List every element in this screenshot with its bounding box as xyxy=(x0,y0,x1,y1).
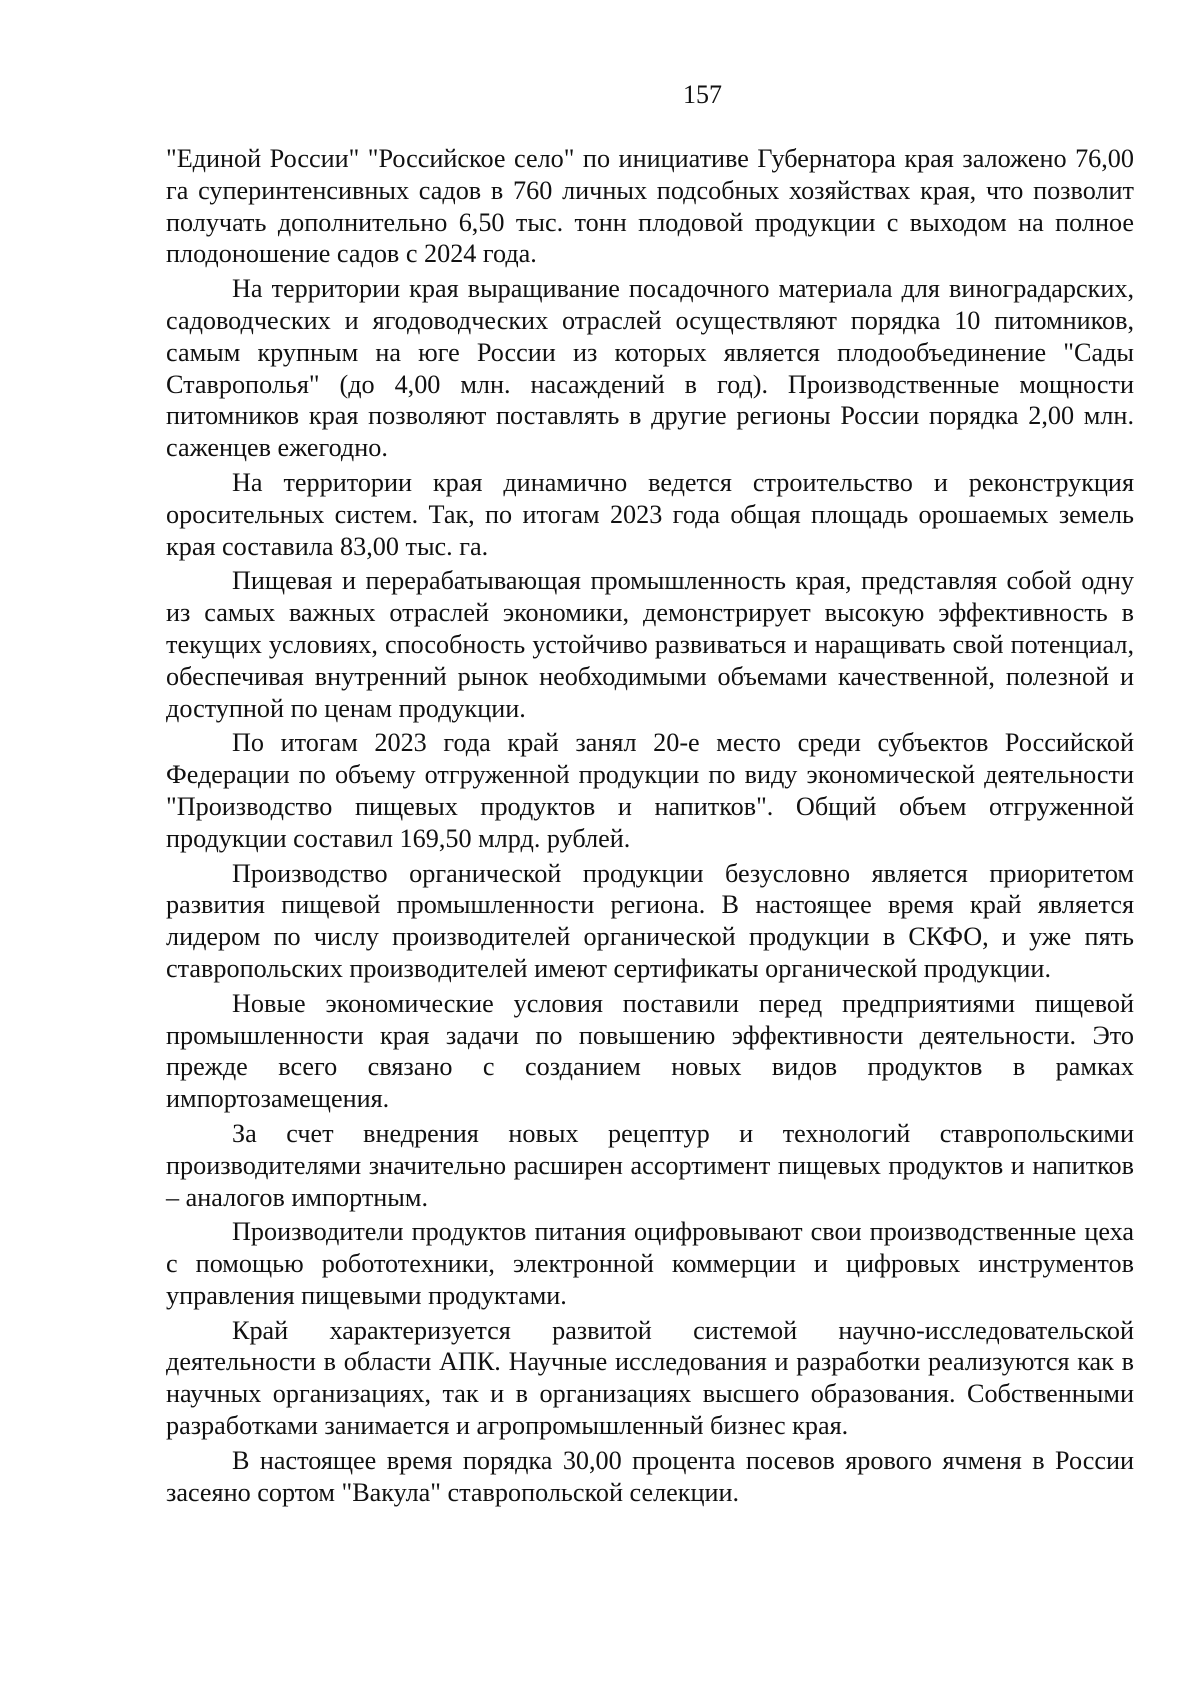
paragraph: Новые экономические условия поставили перед предприятиями пищевой промышленности края задачи по повышению эффективности деятельности. Это прежде всего связано с созданием новых видов продуктов в рамках импортозамещения. xyxy=(166,988,1134,1114)
paragraph: На территории края динамично ведется строительство и реконструкция оросительных систем. Так, по итогам 2023 года общая площадь орошаемых земель края составила 83,00 тыс. га. xyxy=(166,467,1134,561)
paragraph: Производство органической продукции безусловно является приоритетом развития пищевой промышленности региона. В настоящее время край является лидером по числу производителей органической продукции в СКФО, и уже пять ставропольских производителей имеют сертификаты органической продукции. xyxy=(166,858,1134,983)
page-number: 157 xyxy=(683,80,722,109)
paragraph: "Единой России" "Российское село" по инициативе Губернатора края заложено 76,00 га суперинтенсивных садов в 760 личных подсобных хозяйствах края, что позволит получать дополнительно 6,50 тыс. тонн плодовой продукции с выходом на полное плодоношение садов с 2024 года. xyxy=(166,144,1134,269)
paragraph: Производители продуктов питания оцифровывают свои производственные цеха с помощью робототехники, электронной коммерции и цифровых инструментов управления пищевыми продуктами. xyxy=(166,1217,1134,1310)
paragraph: Пищевая и перерабатывающая промышленность края, представляя собой одну из самых важных отраслей экономики, демонстрирует высокую эффективность в текущих условиях, способность устойчиво развиваться и наращивать свой потенциал, обеспечивая внутренний рынок необходимыми объемами качественной, полезной и доступной по ценам продукции. xyxy=(166,566,1134,723)
paragraph: В настоящее время порядка 30,00 процента посевов ярового ячменя в России засеяно сортом "Вакула" ставропольской селекции. xyxy=(166,1445,1134,1507)
paragraph: На территории края выращивание посадочного материала для виноградарских, садоводческих и ягодоводческих отраслей осуществляют порядка 10 питомников, самым крупным на юге России из которых является плодообъединение "Сады Ставрополья" (до 4,00 млн. насаждений в год). Производственные мощности питомников края позволяют поставлять в другие регионы России порядка 2,00 млн. саженцев ежегодно. xyxy=(166,274,1134,463)
body-text xyxy=(166,143,1134,1511)
paragraph: Край характеризуется развитой системой научно-исследовательской деятельности в области АПК. Научные исследования и разработки реализуются как в научных организациях, так и в организациях высшего образования. Собственными разработками занимается и агропромышленный бизнес края. xyxy=(166,1315,1134,1441)
paragraph: По итогам 2023 года край занял 20-е место среди субъектов Российской Федерации по объему отгруженной продукции по виду экономической деятельности "Производство пищевых продуктов и напитков". Общий объем отгруженной продукции составил 169,50 млрд. рублей. xyxy=(166,728,1134,853)
paragraph: За счет внедрения новых рецептур и технологий ставропольскими производителями значительно расширен ассортимент пищевых продуктов и напитков – аналогов импортным. xyxy=(166,1118,1134,1212)
